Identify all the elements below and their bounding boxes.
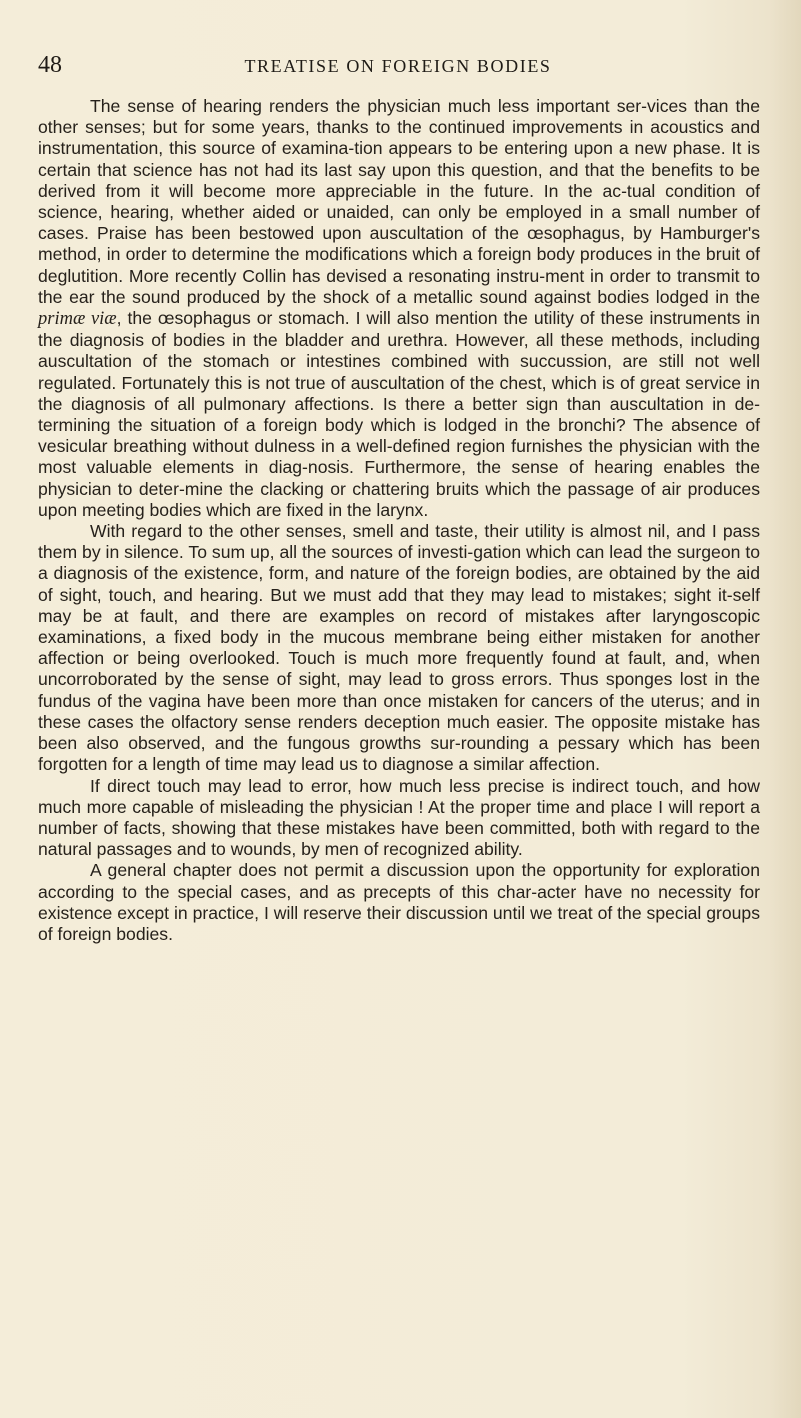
running-head: TREATISE ON FOREIGN BODIES <box>244 56 552 76</box>
page-header <box>38 50 758 86</box>
paragraph-hearing-text-1: The sense of hearing renders the physician much less important ser-vices than the other senses; but for some years, thanks to the continued improvements in acoustics and instrumentation, this source of examina-tion appears to be entering upon a new phase. It is certain that science has not had its last say upon this question, and that the benefits to be derived from it will become more appreciable in the future. In the ac-tual condition of science, hearing, whether aided or unaided, can only be employed in a small number of cases. Praise has been bestowed upon auscultation of the œsophagus, by Hamburger's method, in order to determine the modifications which a foreign body produces in the bruit of deglutition. More recently Collin has devised a resonating instru-ment in order to transmit to the ear the sound produced by the shock of a metallic sound against bodies lodged in the <box>38 96 760 307</box>
paragraph-other-senses: With regard to the other senses, smell and taste, their utility is almost nil, and I pass them by in silence. To sum up, all the sources of investi-gation which can lead the surgeon to a diagnosis of the existence, form, and nature of the foreign bodies, are obtained by the aid of sight, touch, and hearing. But we must add that they may lead to mistakes; sight it-self may be at fault, and there are examples on record of mistakes after laryngoscopic examinations, a fixed body in the mucous membrane being either mistaken for another affection or being overlooked. Touch is much more frequently found at fault, and, when uncorroborated by the sense of sight, may lead to gross errors. Thus sponges lost in the fundus of the vagina have been more than once mistaken for cancers of the uterus; and in these cases the olfactory sense renders deception much easier. The opposite mistake has been also observed, and the fungous growths sur-rounding a pessary which has been forgotten for a length of time may lead us to diagnose a similar affection. <box>38 521 760 775</box>
paragraph-hearing <box>38 96 760 521</box>
italic-latin-phrase: primæ viæ <box>38 309 117 330</box>
paragraph-general-chapter: A general chapter does not permit a discussion upon the opportunity for exploration according to the special cases, and as precepts of this char-acter have no necessity for existence except in practice, I will reserve their discussion until we treat of the special groups of foreign bodies. <box>38 860 760 944</box>
paragraph-indirect-touch: If direct touch may lead to error, how much less precise is indirect touch, and how much more capable of misleading the physician ! At the proper time and place I will report a number of facts, showing that these mistakes have been committed, both with regard to the natural passages and to wounds, by men of recognized ability. <box>38 775 760 860</box>
page-number: 48 <box>38 52 62 78</box>
paragraph-hearing-text-2: , the œsophagus or stomach. I will also mention the utility of these instruments in the diagnosis of bodies in the bladder and urethra. However, all these methods, including auscultation of the stomach or intestines combined with succussion, are still not well regulated. Fortunately this is not true of auscultation of the chest, which is of great service in the diagnosis of all pulmonary affections. Is there a better sign than auscultation in de-termining the situation of a foreign body which is lodged in the bronchi? The absence of vesicular breathing without dulness in a well-defined region furnishes the physician with the most valuable elements in diag-nosis. Furthermore, the sense of hearing enables the physician to deter-mine the clacking or chattering bruits which the passage of air produces upon meeting bodies which are fixed in the larynx. <box>38 308 761 520</box>
body-text <box>38 96 760 945</box>
